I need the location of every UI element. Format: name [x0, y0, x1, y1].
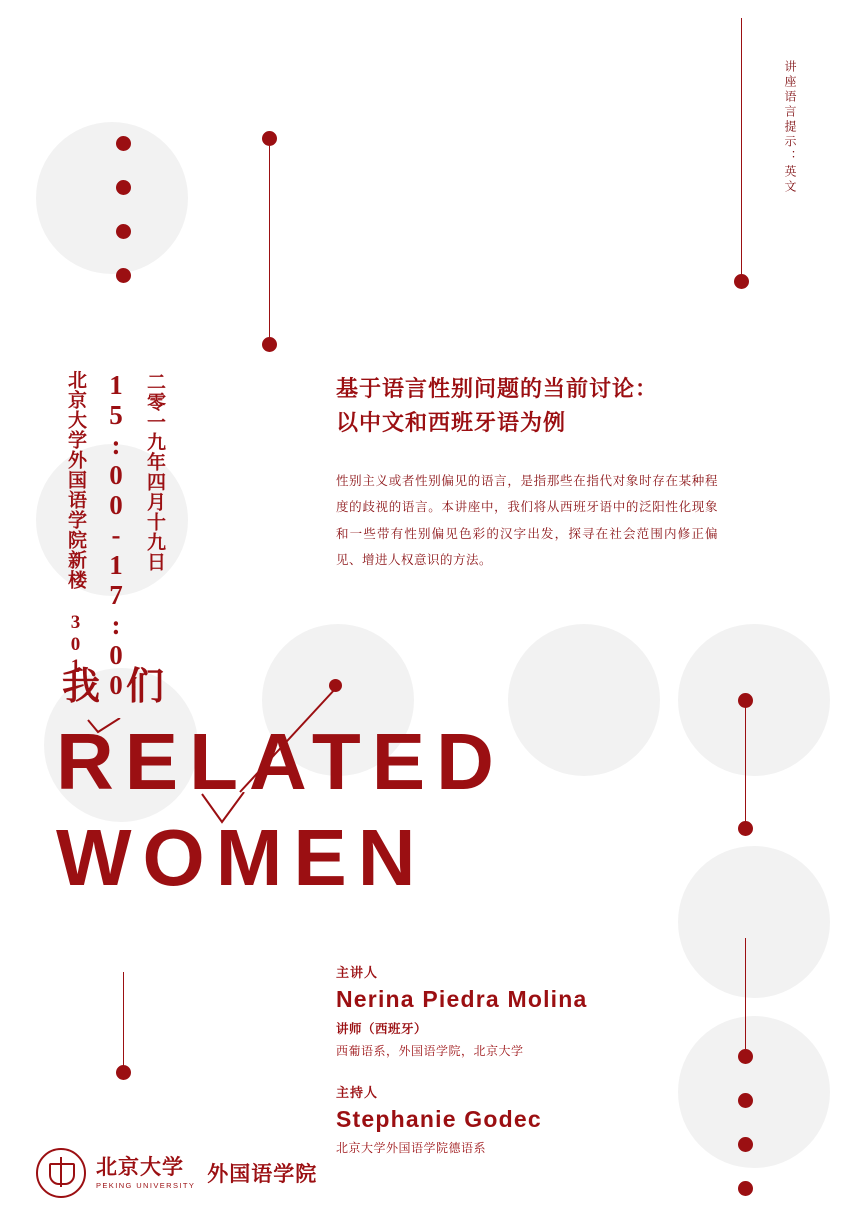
decor-dot: [738, 693, 753, 708]
speaker-role: 主讲人: [336, 965, 379, 980]
speaker-name: Nerina Piedra Molina: [336, 986, 588, 1012]
department-name: 外国语学院: [207, 1162, 318, 1186]
event-venue: 北京大学外国语学院新楼 301: [65, 370, 86, 678]
decor-dot: [116, 1065, 131, 1080]
decor-circle: [36, 122, 188, 274]
decor-dot: [734, 274, 749, 289]
decor-line-upper-left: [269, 146, 270, 344]
decor-circle: [678, 624, 830, 776]
host-role: 主持人: [336, 1085, 379, 1100]
decor-line-left-lower: [123, 972, 124, 1072]
decor-dot: [738, 1093, 753, 1108]
lecture-abstract: 性别主义或者性别偏见的语言，是指那些在指代对象时存在某种程度的歧视的语言。本讲座中，我们将从西班牙语中的泛阳性化现象和一些带有性别偏见色彩的汉字出发，探寻在社会范围内修正偏见、增进人权意识的方法。: [336, 474, 718, 567]
speaker-block-host: [336, 1082, 542, 1156]
decor-dot: [116, 180, 131, 195]
decor-dot: [116, 224, 131, 239]
event-date: 二零一九年四月十九日: [144, 372, 165, 572]
university-name-cn: 北京大学: [96, 1155, 184, 1180]
decor-dot: [116, 268, 131, 283]
decor-line-right-lower: [745, 938, 746, 1056]
host-name: Stephanie Godec: [336, 1106, 542, 1132]
university-name: [96, 1156, 195, 1189]
lecture-title: [336, 372, 726, 440]
decor-dot: [116, 136, 131, 151]
lecture-title-line1: 基于语言性别问题的当前讨论：: [336, 376, 659, 401]
speaker-block-presenter: [336, 962, 588, 1059]
lecture-title-line2: 以中文和西班牙语为例: [336, 410, 567, 436]
decor-dot: [738, 1137, 753, 1152]
host-affiliation: 北京大学外国语学院德语系: [336, 1141, 487, 1155]
university-name-en: PEKING UNIVERSITY: [96, 1180, 196, 1190]
decor-circle: [678, 846, 830, 998]
decor-dot: [738, 821, 753, 836]
footer-logo: [36, 1148, 317, 1198]
speaker-subtitle: 讲师（西班牙）: [336, 1022, 428, 1036]
headline-english-line1: RELATED: [56, 717, 505, 806]
lecture-language-note: 讲座语言提示：英文: [783, 60, 797, 195]
decor-circle: [678, 1016, 830, 1168]
headline-english-line2: WOMEN: [56, 813, 427, 902]
decor-dot: [738, 1049, 753, 1064]
headline-chinese: 我们: [62, 666, 191, 708]
event-time: 15:00-17:00: [101, 370, 131, 700]
decor-line-top-right: [741, 18, 742, 280]
decor-circle: [508, 624, 660, 776]
decor-dot: [738, 1181, 753, 1196]
speaker-affiliation: 西葡语系，外国语学院，北京大学: [336, 1044, 524, 1058]
peking-university-seal-icon: [36, 1148, 86, 1198]
decor-dot: [262, 337, 277, 352]
decor-dot: [262, 131, 277, 146]
decor-line-right-mid: [745, 700, 746, 828]
